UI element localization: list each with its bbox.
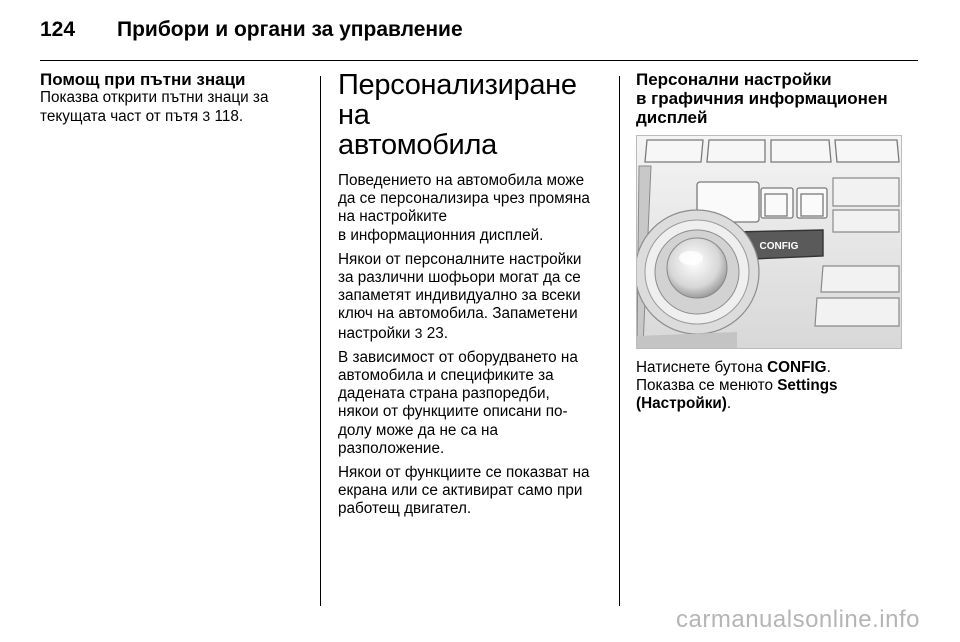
instruction-paragraph bbox=[636, 359, 902, 414]
paragraph-driver-settings bbox=[338, 251, 604, 343]
text-line: за различни шофьори могат да се bbox=[338, 269, 581, 287]
text-line bbox=[636, 359, 902, 377]
console-drawing bbox=[637, 136, 901, 348]
page-title: Прибори и органи за управление bbox=[117, 18, 463, 41]
text-line: на настройките bbox=[338, 208, 447, 226]
text-line: Поведението на автомобила може bbox=[338, 172, 585, 189]
heading-line: автомобила bbox=[338, 129, 497, 161]
text-line bbox=[338, 324, 604, 343]
paragraph-behaviour bbox=[338, 172, 604, 245]
menu-name-settings-bg: (Настройки) bbox=[636, 395, 727, 413]
text-line: екрана или се активират само при bbox=[338, 482, 583, 500]
text-line: работещ двигател. bbox=[338, 500, 472, 518]
section-heading-personal-settings bbox=[636, 70, 902, 127]
page-number: 124 bbox=[40, 18, 76, 41]
page-reference-number[interactable]: 23. bbox=[426, 324, 448, 342]
text-line: Показва открити пътни знаци за bbox=[40, 89, 269, 106]
text-line: запаметят индивидуално за всеки bbox=[338, 287, 581, 305]
text-line: в информационния дисплей. bbox=[338, 226, 544, 244]
column-divider-1 bbox=[320, 76, 321, 606]
column-traffic-sign-assist bbox=[40, 70, 308, 132]
column-personal-settings bbox=[636, 70, 902, 420]
text-fragment: текущата част от пътя bbox=[40, 108, 199, 126]
config-button-label: CONFIG bbox=[759, 241, 799, 252]
text-line bbox=[636, 395, 902, 413]
section-heading-traffic-signs: Помощ при пътни знаци bbox=[40, 70, 246, 89]
text-line bbox=[40, 107, 308, 126]
header-rule bbox=[40, 60, 918, 61]
instruction-text: Показва се менюто bbox=[636, 377, 778, 395]
button-name-config: CONFIG bbox=[767, 359, 827, 376]
text-fragment: настройки bbox=[338, 324, 411, 342]
page-reference-icon[interactable]: 3 bbox=[414, 324, 423, 341]
heading-line: Персонализиране на bbox=[338, 69, 577, 131]
page-reference-icon[interactable]: 3 bbox=[202, 108, 211, 125]
text-line: автомобила и спецификите за bbox=[338, 367, 554, 385]
page-header bbox=[40, 14, 920, 48]
text-line bbox=[636, 377, 902, 395]
text-line: долу може да не са на bbox=[338, 421, 499, 439]
punctuation: . bbox=[726, 395, 732, 413]
text-line: да се персонализира чрез промяна bbox=[338, 190, 590, 208]
column-divider-2 bbox=[619, 76, 620, 606]
traffic-signs-paragraph bbox=[40, 89, 308, 126]
text-line: дадената страна разпоредби, bbox=[338, 385, 550, 403]
watermark: carmanualsonline.info bbox=[676, 606, 920, 633]
text-line: Някои от персоналните настройки bbox=[338, 250, 582, 268]
text-line: Някои от функциите се показват на bbox=[338, 464, 590, 482]
top-button-row bbox=[645, 140, 899, 162]
rotary-knob[interactable] bbox=[637, 210, 759, 334]
punctuation: . bbox=[826, 359, 831, 376]
text-line: някои от функциите описани по- bbox=[338, 403, 568, 421]
paragraph-equipment bbox=[338, 349, 604, 458]
text-line: ключ на автомобила. Запаметени bbox=[338, 305, 578, 323]
text-line: В зависимост от оборудването на bbox=[338, 348, 578, 366]
heading-line: в графичния информационен bbox=[636, 89, 888, 108]
page-reference-number[interactable]: 118. bbox=[214, 108, 244, 126]
config-button-illustration bbox=[636, 135, 902, 349]
section-heading-personalization bbox=[338, 70, 604, 160]
menu-name-settings: Settings bbox=[777, 377, 838, 395]
paragraph-engine-running bbox=[338, 464, 604, 519]
heading-line: Персонални настройки bbox=[636, 70, 832, 89]
heading-line: дисплей bbox=[636, 108, 708, 127]
text-line: разположение. bbox=[338, 439, 445, 457]
instruction-text: Натиснете бутона bbox=[636, 359, 768, 376]
column-vehicle-personalization bbox=[338, 70, 604, 525]
